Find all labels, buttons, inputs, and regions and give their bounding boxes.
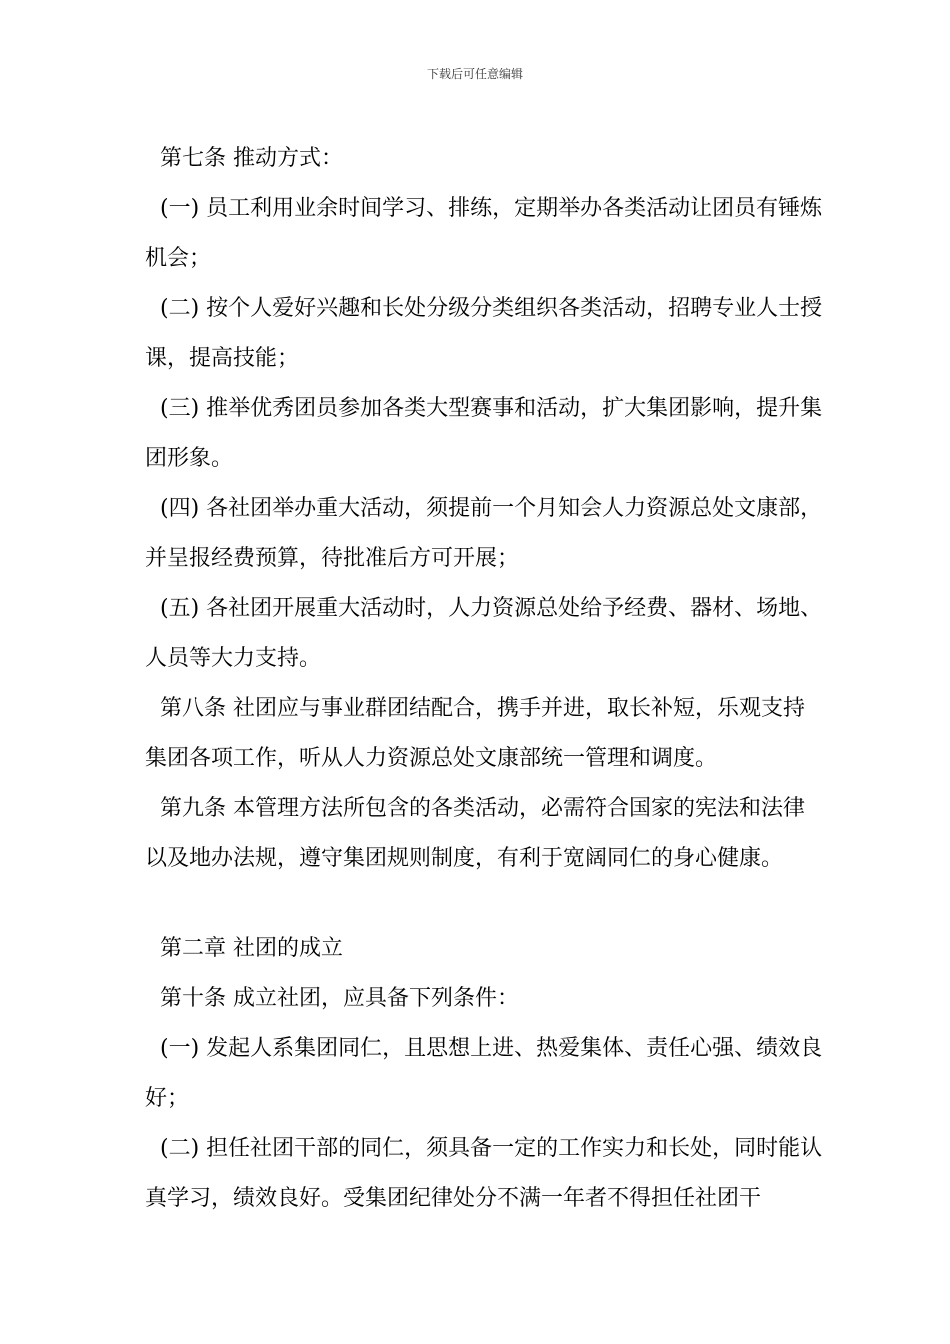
article-7-item-4: (四) 各社团举办重大活动，须提前一个月知会人力资源总处文康部，并呈报经费预算，待批准后方可开展；	[145, 496, 823, 571]
document-body	[145, 134, 825, 1224]
article-8: 第八条 社团应与事业群团结配合，携手并进，取长补短，乐观支持集团各项工作，听从人力资源总处文康部统一管理和调度。	[145, 696, 805, 771]
article-9: 第九条 本管理方法所包含的各类活动，必需符合国家的宪法和法律以及地办法规，遵守集团规则制度，有利于宽阔同仁的身心健康。	[145, 796, 805, 871]
section-gap	[145, 884, 825, 924]
article-10-item-1: (一) 发起人系集团同仁，且思想上进、热爱集体、责任心强、绩效良好；	[145, 1036, 823, 1111]
chapter-2-heading: 第二章 社团的成立	[160, 936, 343, 961]
page-header-note: 下载后可任意编辑	[426, 67, 523, 81]
article-10-heading: 第十条 成立社团，应具备下列条件：	[160, 986, 519, 1011]
article-10-item-2: (二) 担任社团干部的同仁，须具备一定的工作实力和长处，同时能认真学习，绩效良好。受集团纪律处分不满一年者不得担任社团干	[145, 1136, 823, 1211]
article-7-heading: 第七条 推动方式：	[160, 146, 343, 171]
article-7-item-3: (三) 推举优秀团员参加各类大型赛事和活动，扩大集团影响，提升集团形象。	[145, 396, 823, 471]
article-7-item-5: (五) 各社团开展重大活动时，人力资源总处给予经费、器材、场地、人员等大力支持。	[145, 596, 823, 671]
article-7-item-2: (二) 按个人爱好兴趣和长处分级分类组织各类活动，招聘专业人士授课，提高技能；	[145, 296, 823, 371]
article-7-item-1: (一) 员工利用业余时间学习、排练，定期举办各类活动让团员有锤炼机会；	[145, 196, 823, 271]
